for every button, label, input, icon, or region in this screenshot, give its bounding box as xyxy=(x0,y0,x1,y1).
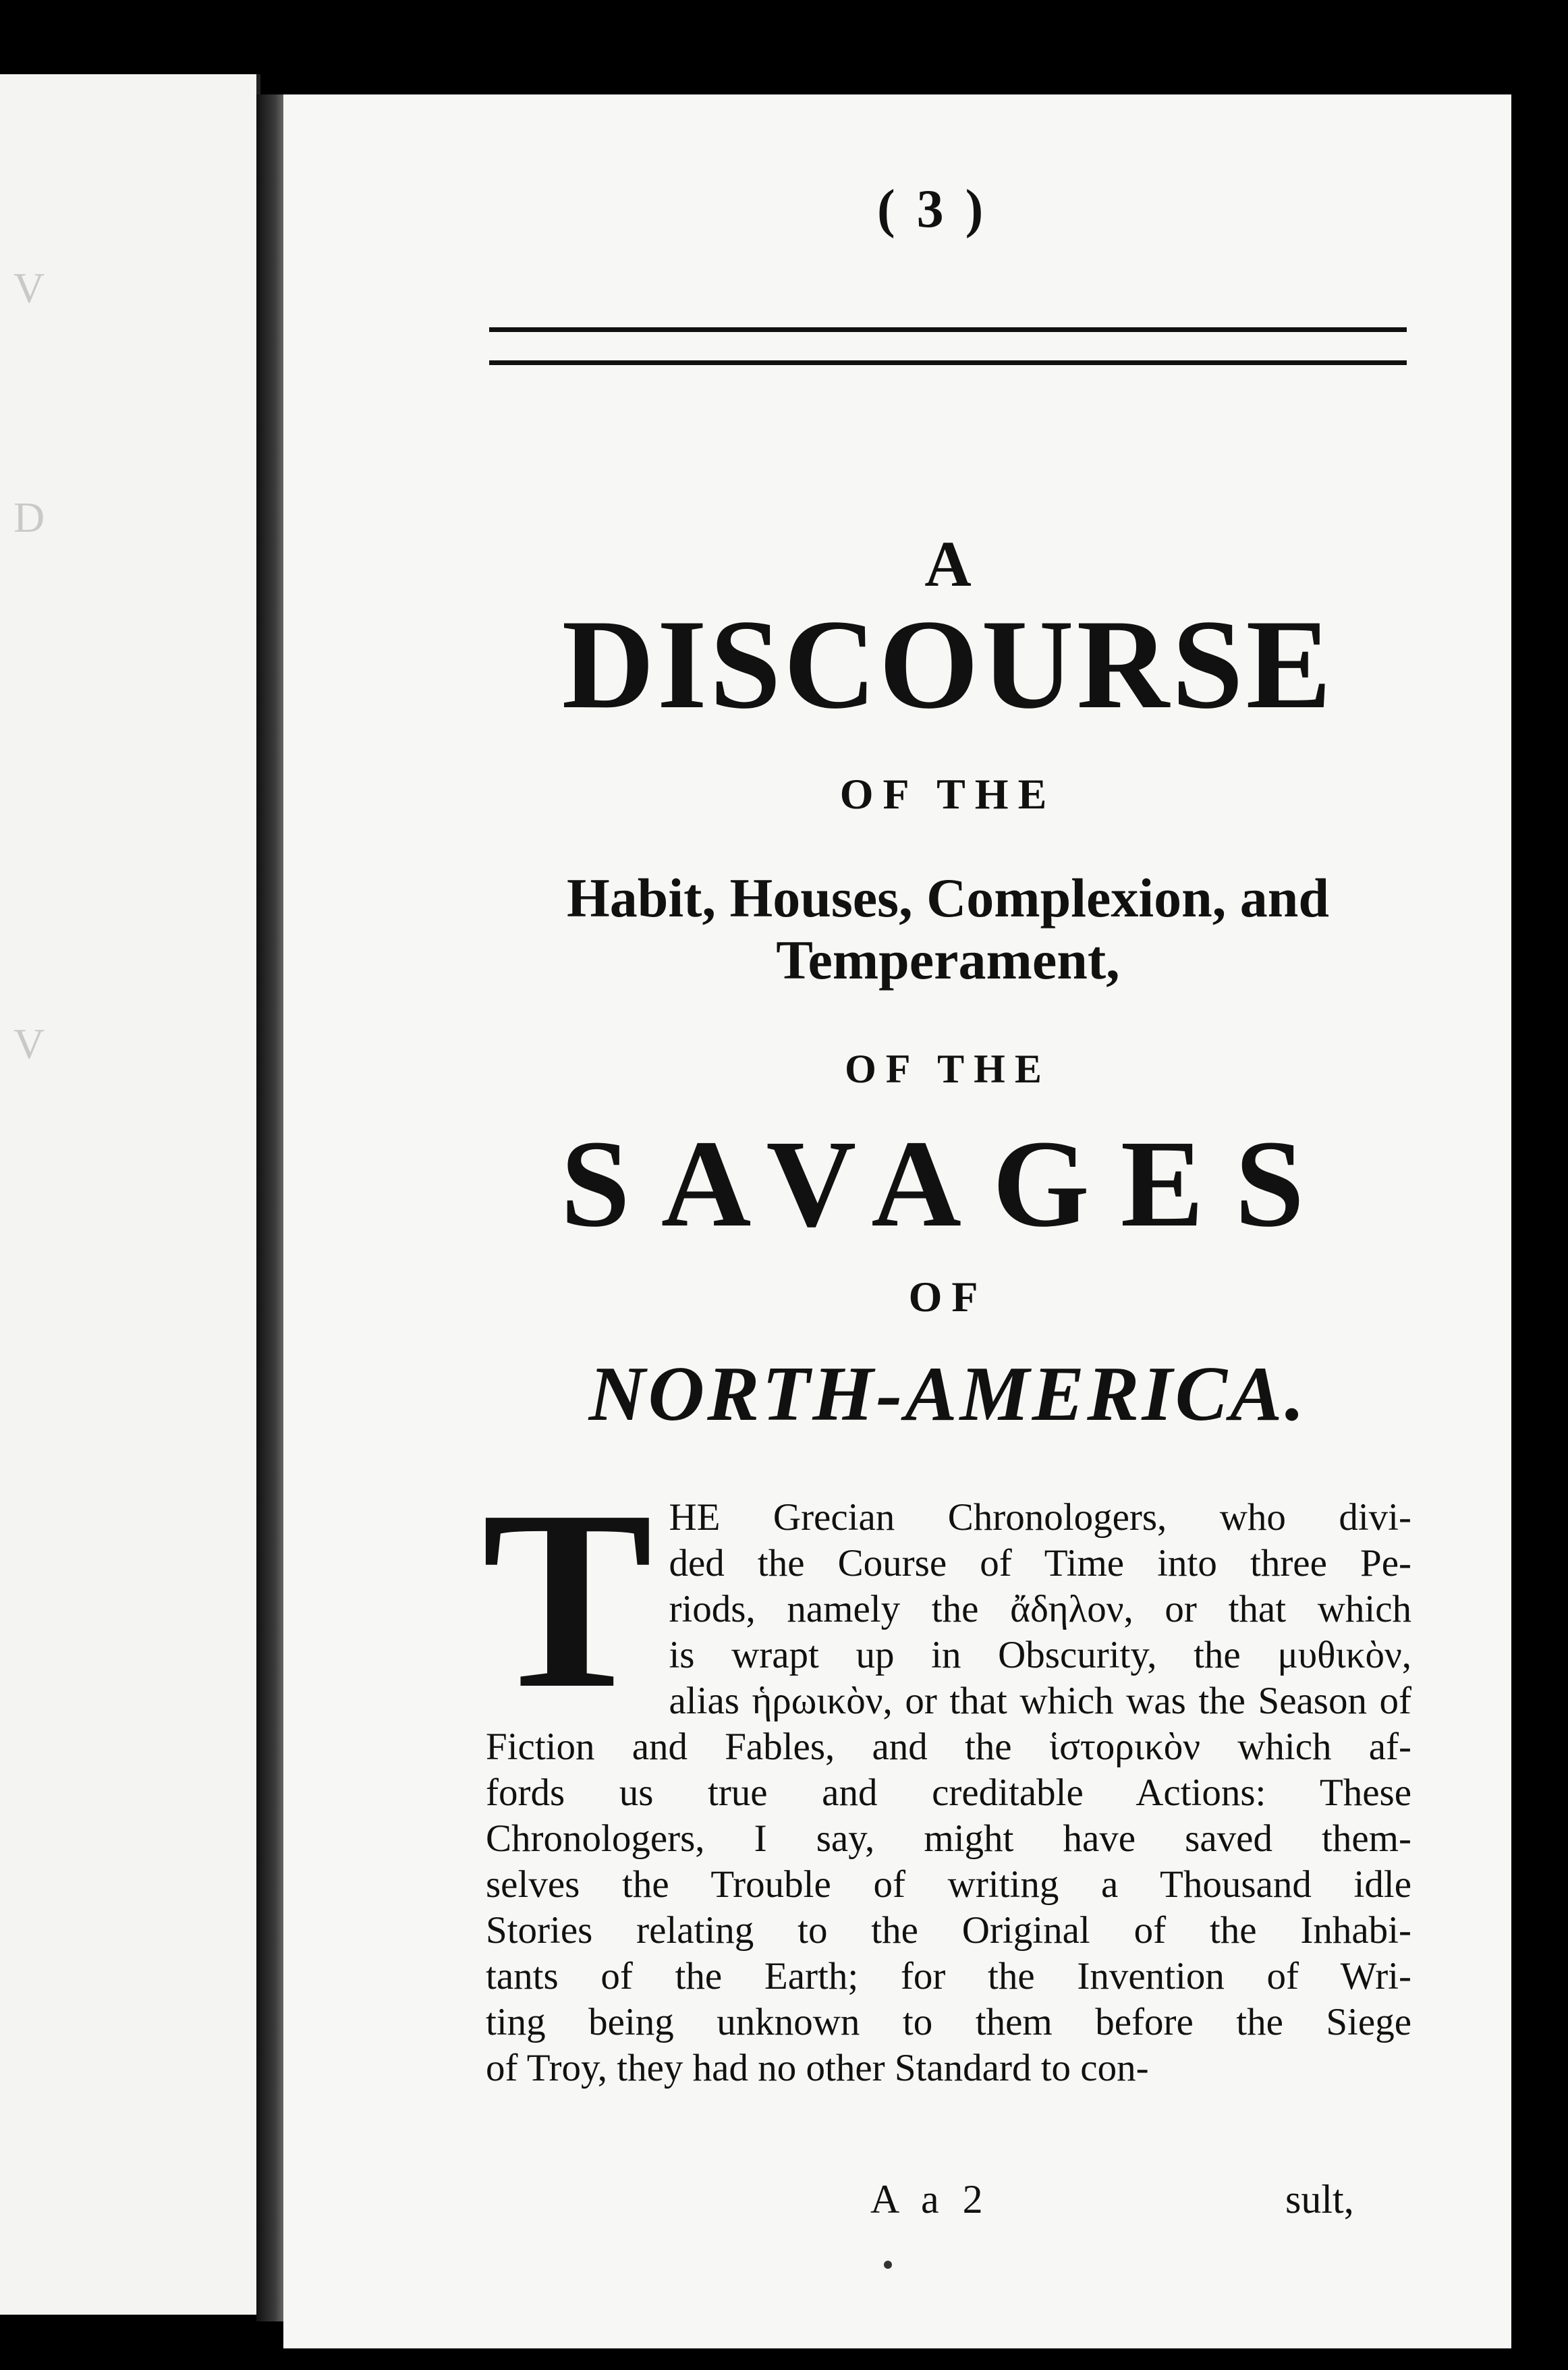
title-north-america: NORTH-AMERICA. xyxy=(588,1351,1308,1437)
body-line: ting being unknown to them before the Siege xyxy=(486,2001,1411,2043)
rule-line xyxy=(489,360,1407,365)
left-facing-page xyxy=(0,74,260,2315)
page-number: ( 3 ) xyxy=(877,180,988,239)
catchword: sult, xyxy=(1285,2177,1354,2222)
body-line: alias ἡρωικὸν, or that which was the Season of xyxy=(669,1680,1411,1722)
ghost-text: V xyxy=(13,264,45,312)
body-paragraph xyxy=(482,1458,1411,2091)
title-a: A xyxy=(924,528,972,600)
body-line: riods, namely the ἄδηλον, or that which xyxy=(669,1588,1411,1630)
title-of-the-second: OF THE xyxy=(845,1047,1051,1091)
book-page xyxy=(283,94,1511,2348)
body-line: ded the Course of Time into three Pe- xyxy=(669,1542,1411,1584)
title-of-the: OF THE xyxy=(839,770,1057,818)
body-line: of Troy, they had no other Standard to con- xyxy=(486,2047,1149,2089)
body-line: fords us true and creditable Actions: These xyxy=(486,1771,1411,1814)
book-gutter xyxy=(256,94,287,2321)
body-line: is wrapt up in Obscurity, the μυθικὸν, xyxy=(669,1634,1411,1676)
subtitle-line-1: Habit, Houses, Complexion, and xyxy=(567,867,1329,929)
ghost-text: D xyxy=(13,493,45,541)
title-discourse: DISCOURSE xyxy=(561,594,1335,736)
rule-line xyxy=(489,327,1407,332)
ink-dot xyxy=(884,2261,892,2269)
subtitle-line-2: Temperament, xyxy=(776,929,1120,991)
drop-cap: T xyxy=(482,1458,653,1742)
title-of: OF xyxy=(908,1273,988,1321)
body-line: HE Grecian Chronologers, who divi- xyxy=(669,1496,1411,1539)
title-savages: SAVAGES xyxy=(560,1115,1336,1253)
body-line: tants of the Earth; for the Invention of Wri- xyxy=(486,1955,1411,1997)
body-line: Chronologers, I say, might have saved them- xyxy=(486,1817,1411,1860)
ghost-text: V xyxy=(13,1020,45,1068)
body-line: selves the Trouble of writing a Thousand idle xyxy=(486,1863,1411,1906)
signature-mark: A a 2 xyxy=(870,2177,990,2222)
body-line: Stories relating to the Original of the Inhabi- xyxy=(486,1909,1411,1952)
header-double-rule xyxy=(489,327,1407,365)
title-subtitle xyxy=(489,867,1407,991)
body-line: Fiction and Fables, and the ἱστορικὸν which af- xyxy=(486,1726,1411,1768)
